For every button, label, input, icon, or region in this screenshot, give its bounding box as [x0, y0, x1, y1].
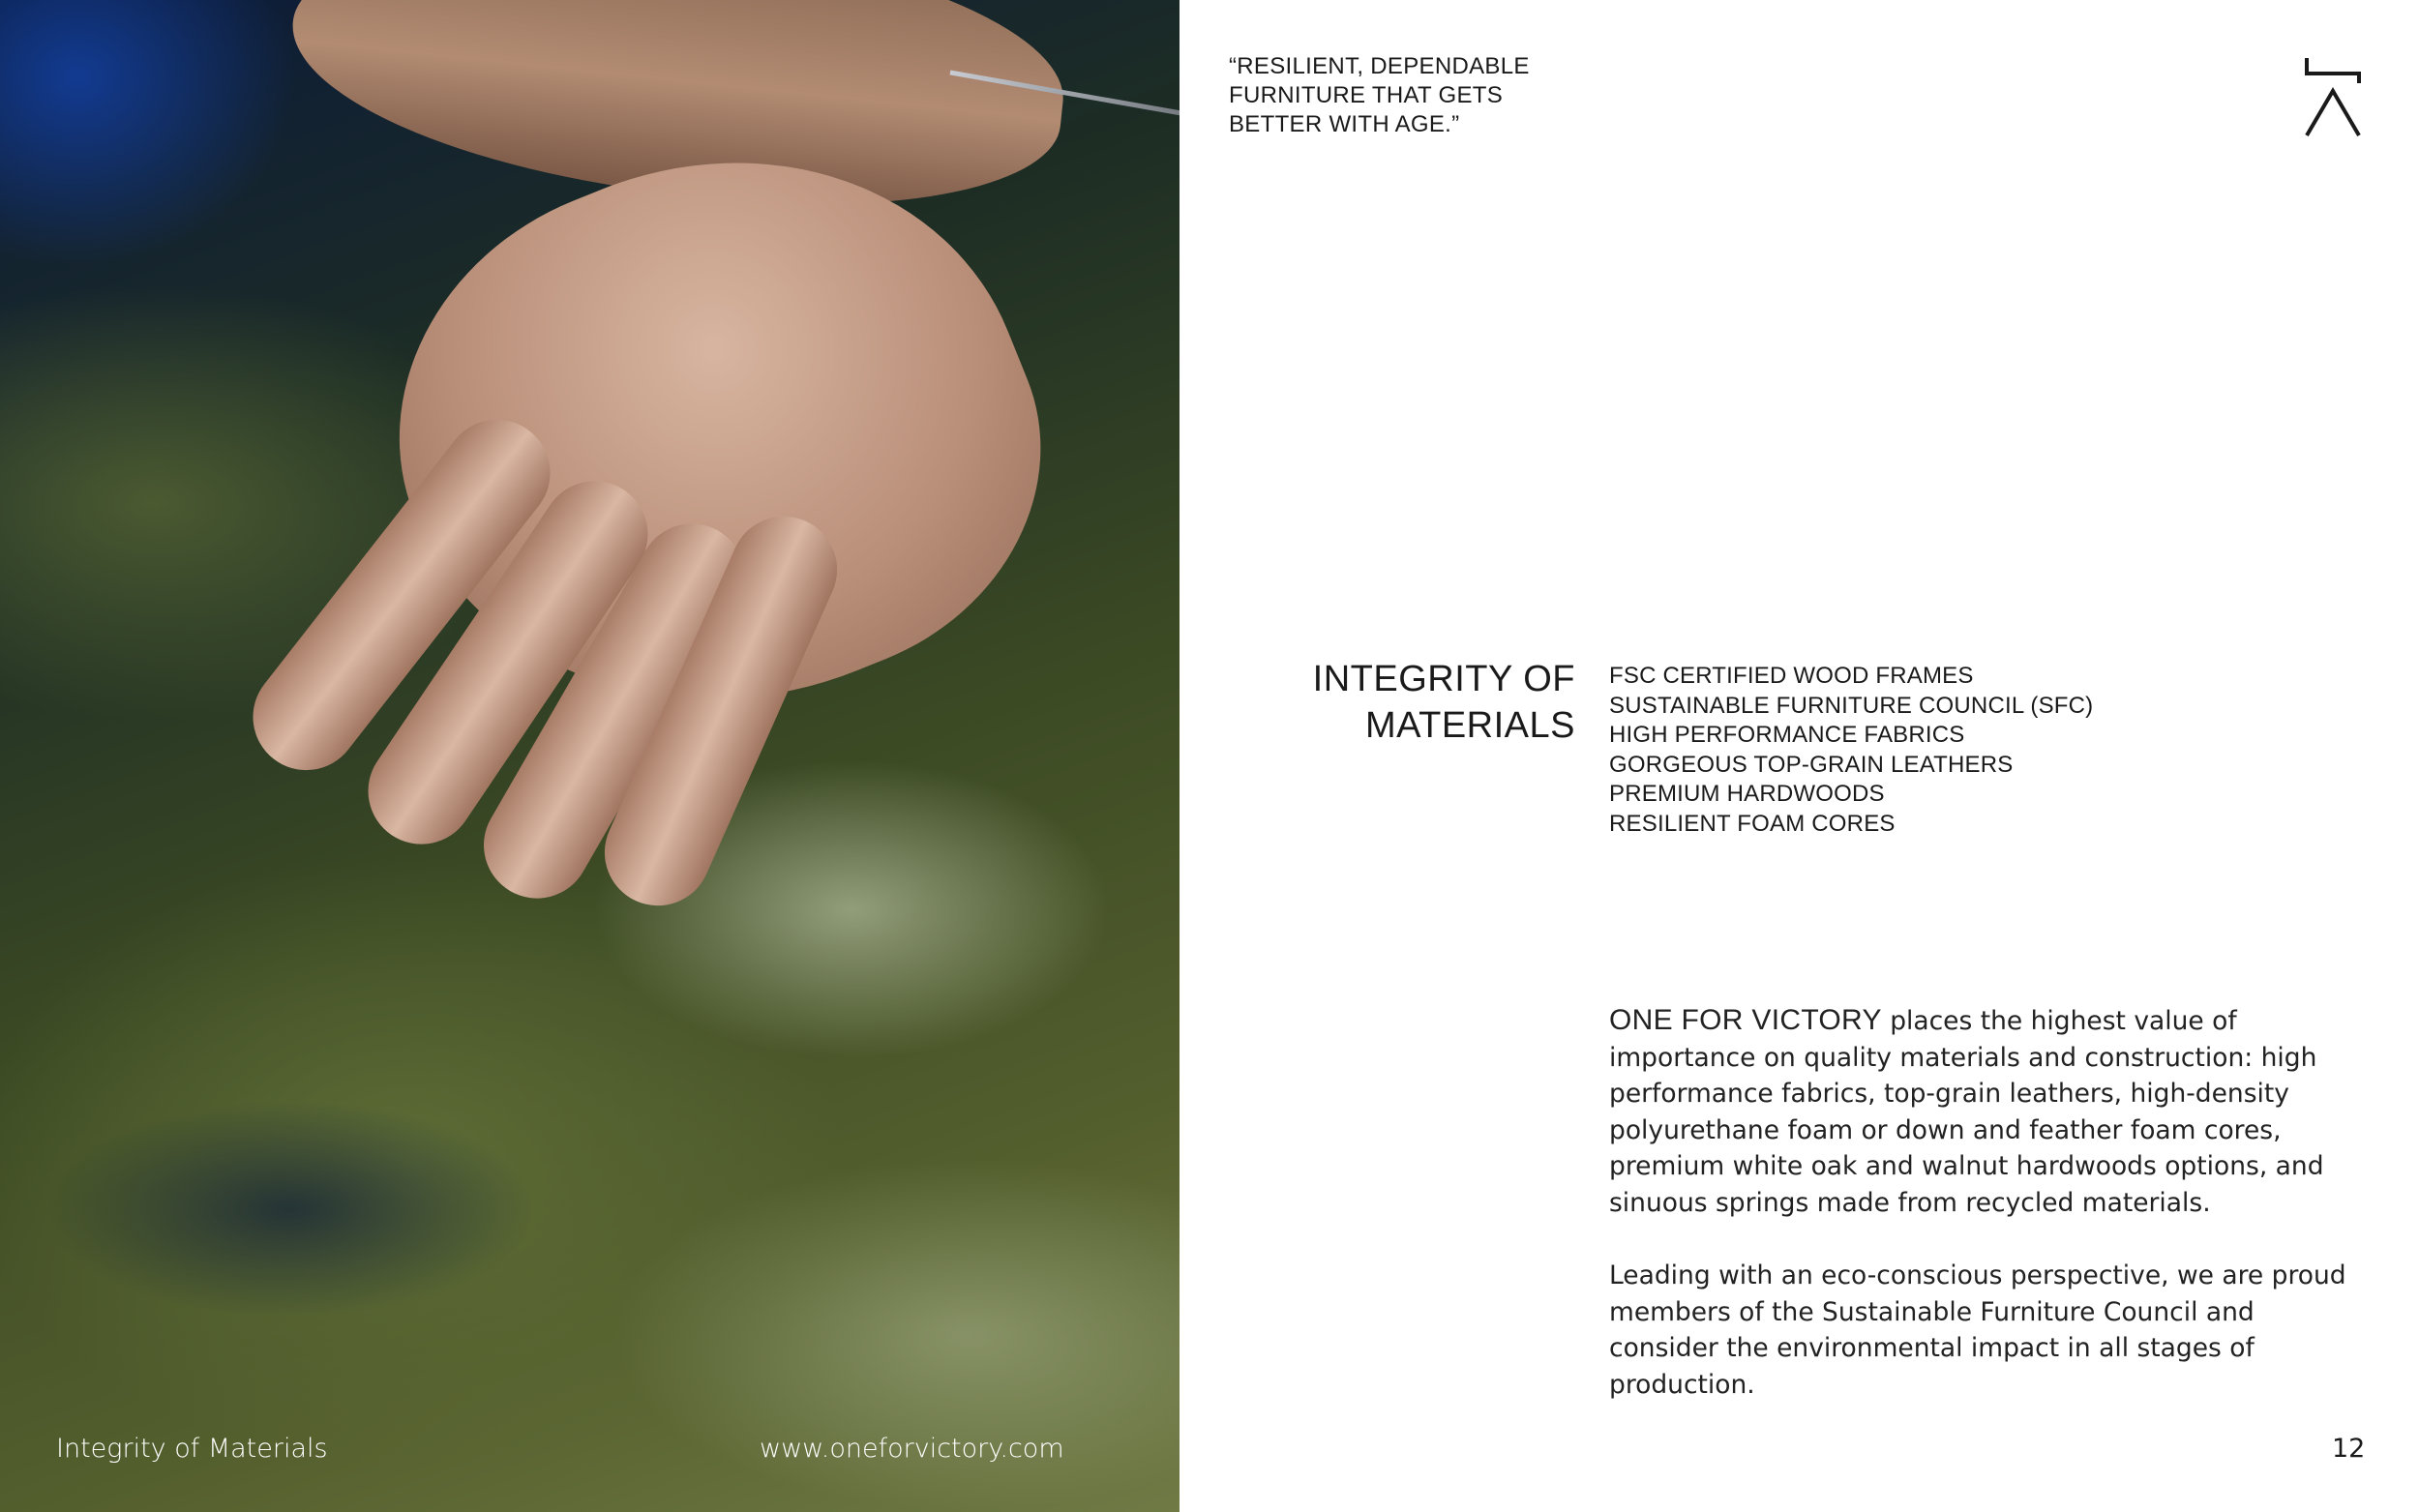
paragraph-text: places the highest value of importance on quality materials and construction: high performance fabrics, top-grain leathers, high-density polyurethane foam or down and feather foam cores, premium white oak and walnut hardwoods options, and sinuous springs made from recycled materials.: [1609, 1006, 2324, 1218]
page-number: 12: [2332, 1434, 2366, 1464]
quote-line: FURNITURE THAT GETS: [1229, 82, 1504, 108]
body-paragraph: [1609, 1002, 2364, 1221]
ofv-monogram-icon: [2303, 56, 2363, 137]
feature-item: RESILIENT FOAM CORES: [1609, 810, 1896, 837]
body-paragraph: Leading with an eco-conscious perspective, we are proud members of the Sustainable Furniture Council and consider the environmental impact in all stages of production.: [1609, 1260, 2346, 1400]
quote-line: “RESILIENT, DEPENDABLE: [1229, 53, 1530, 79]
feature-item: HIGH PERFORMANCE FABRICS: [1609, 722, 1965, 748]
pull-quote: [1229, 52, 1577, 139]
feature-item: GORGEOUS TOP-GRAIN LEATHERS: [1609, 751, 2014, 778]
brand-name: ONE FOR VICTORY: [1609, 1004, 1882, 1036]
section-caption: Integrity of Materials: [56, 1434, 328, 1464]
feature-item: PREMIUM HARDWOODS: [1609, 781, 1885, 807]
heading-line: INTEGRITY OF: [1312, 659, 1575, 699]
hero-photo: [0, 0, 1180, 1512]
section-heading: [1287, 656, 1575, 749]
website-link[interactable]: www.oneforvictory.com: [760, 1434, 1064, 1464]
quote-line: BETTER WITH AGE.”: [1229, 111, 1460, 137]
feature-item: FSC CERTIFIED WOOD FRAMES: [1609, 663, 1974, 689]
feature-item: SUSTAINABLE FURNITURE COUNCIL (SFC): [1609, 692, 2094, 719]
feature-list: [1609, 662, 2093, 839]
heading-line: MATERIALS: [1364, 705, 1575, 746]
body-copy: [1609, 1002, 2364, 1439]
